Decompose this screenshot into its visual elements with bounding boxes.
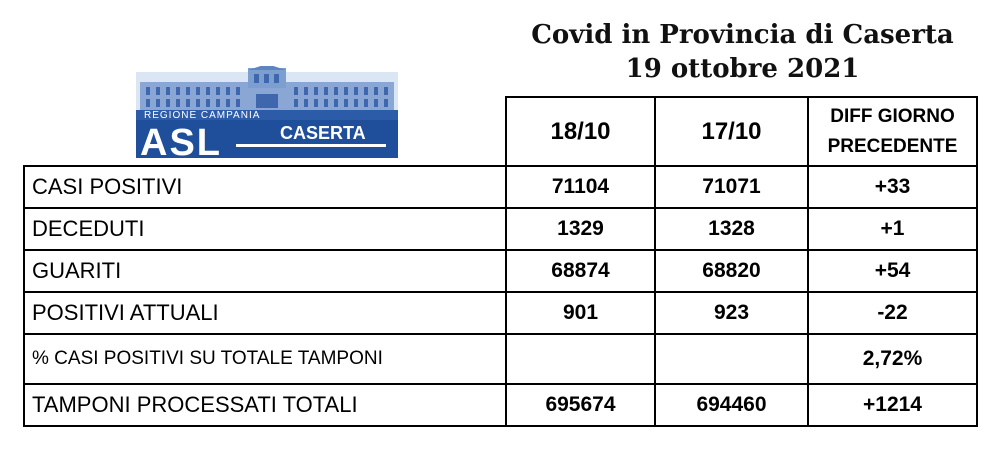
column-header-17-10: 17/10 xyxy=(655,97,808,166)
column-header-diff xyxy=(808,97,977,166)
column-header-diff-line1: DIFF GIORNO xyxy=(830,105,955,127)
row-value-17-10: 923 xyxy=(655,292,808,334)
row-value-diff: +33 xyxy=(808,166,977,208)
row-value-diff: -22 xyxy=(808,292,977,334)
row-value-18-10: 901 xyxy=(506,292,655,334)
row-label: CASI POSITIVI xyxy=(24,166,506,208)
row-value-18-10: 68874 xyxy=(506,250,655,292)
column-header-diff-line2: PRECEDENTE xyxy=(827,135,958,157)
table-row xyxy=(24,166,977,208)
title-line-2: 19 ottobre 2021 xyxy=(625,54,860,84)
row-value-diff: +54 xyxy=(808,250,977,292)
row-value-17-10: 1328 xyxy=(655,208,808,250)
row-value-18-10: 71104 xyxy=(506,166,655,208)
page-title xyxy=(500,18,985,86)
row-value-17-10: 694460 xyxy=(655,384,808,426)
row-value-diff: 2,72% xyxy=(808,334,977,384)
table-row xyxy=(24,292,977,334)
table-row xyxy=(24,384,977,426)
row-label: DECEDUTI xyxy=(24,208,506,250)
title-line-1: Covid in Provincia di Caserta xyxy=(531,20,954,50)
row-value-diff: +1214 xyxy=(808,384,977,426)
row-value-18-10: 1329 xyxy=(506,208,655,250)
table-header-row xyxy=(24,97,977,166)
logo-region-text: REGIONE CAMPANIA xyxy=(144,110,261,121)
row-label: % CASI POSITIVI SU TOTALE TAMPONI xyxy=(24,334,506,384)
row-value-17-10: 71071 xyxy=(655,166,808,208)
covid-data-table xyxy=(23,96,978,427)
header-blank-cell xyxy=(24,97,506,166)
table-row xyxy=(24,208,977,250)
row-value-17-10 xyxy=(655,334,808,384)
table-row xyxy=(24,250,977,292)
logo-brand-text: ASL xyxy=(140,122,222,158)
logo-city-text: CASERTA xyxy=(280,123,366,143)
row-value-18-10 xyxy=(506,334,655,384)
table-row xyxy=(24,334,977,384)
row-value-diff: +1 xyxy=(808,208,977,250)
column-header-18-10: 18/10 xyxy=(506,97,655,166)
row-value-18-10: 695674 xyxy=(506,384,655,426)
row-label: POSITIVI ATTUALI xyxy=(24,292,506,334)
row-value-17-10: 68820 xyxy=(655,250,808,292)
row-label: TAMPONI PROCESSATI TOTALI xyxy=(24,384,506,426)
row-label: GUARITI xyxy=(24,250,506,292)
